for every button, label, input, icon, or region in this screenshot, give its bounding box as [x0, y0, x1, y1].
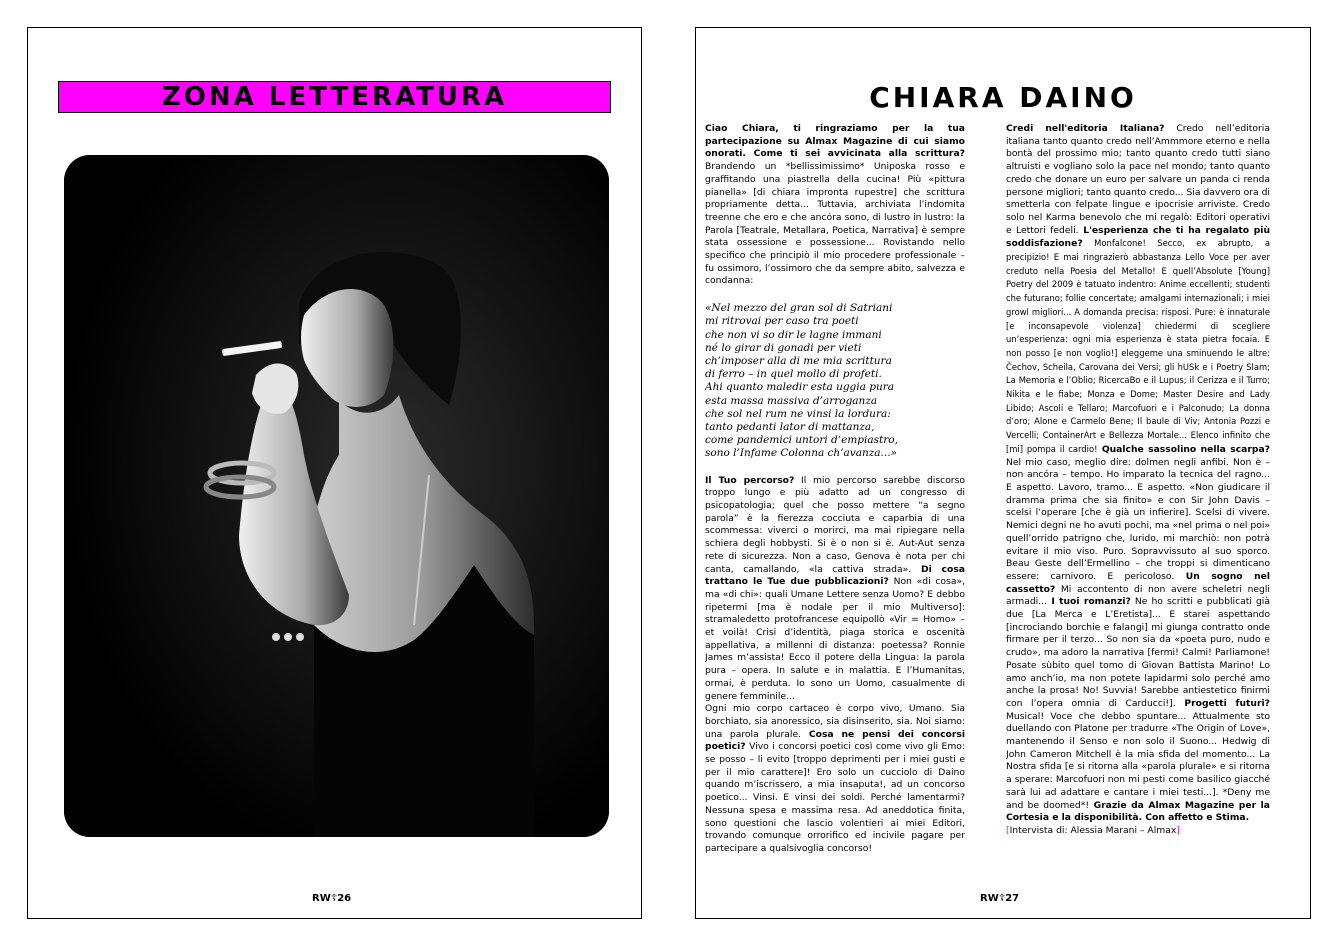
credit-text: Intervista di: Alessia Marani – Almax — [1009, 824, 1177, 836]
poem-line: né lo girar di gonadi per vieti — [705, 341, 862, 354]
portrait-photo — [64, 155, 609, 837]
answer: Brandendo un *bellissimissimo* Uniposka rosso e graffitando una piastrella della cucina! Più «pittura pianella» [di chiara impronta rupestre] che scrittura propriamente detta... Tuttavia, archiviata l’indomita treenne che ero e che ancóra sono, di lustro in lustro: la Parola [Teatrale, Metallara, Poetica, Narrativa] è sempre stata ossessione e possessione... Rovistando nello specifico che principiò il mio procedere professionale – fu ossimoro, l’ossimoro che da sempre abito, salvezza e condanna: — [705, 161, 965, 287]
question: Credi nell'editoria Italiana? — [1006, 123, 1165, 134]
question: Un sogno nel cassetto? — [1006, 570, 1270, 595]
interview-credit — [1006, 825, 1270, 838]
credit-bracket-open: [ — [1006, 824, 1010, 836]
question: Qualche sassolino nella scarpa? — [1097, 443, 1270, 455]
paragraph — [705, 475, 965, 704]
answer: Ne ho scritti e pubblicati già due [La Merca e L’Eretista]... E starei aspettando [incrociando borchie e falangi] mi giunga contratto onde firmare per il terzo... So non sia da «poeta puro, nudo e crudo», ma adoro la narrativa [fermi! Calmi! Parliamone! Posate sùbito quel tomo di Giovan Battista Marino! Lo amo anch’io, ma non potete lapidarmi solo perché amo anche la prosa! No! Suvvia! Sarebbe antiestetico finirmi con l’opera omnia di Carducci!]. — [1006, 596, 1270, 709]
poem-line: tanto pedanti lator di mattanza, — [705, 420, 875, 433]
answer: Musical! Voce che debbo spuntare... Attualmente sto duellando con Platone per tradurre «The Origin of Love», mantenendo il Senso e non solo il Suono... Hedwig di John Cameron Mitchell è la mia sfida del momento... La Nostra sfida [e si ritorna alla «parola plurale» e si ritorna a sperare: Marcofuori non mi pesti come basilico giacché sarà lui ad adattare e cantare i miei testi...]. *Deny me and be doomed*! — [1006, 710, 1270, 811]
question: Progetti futuri? — [1175, 697, 1270, 709]
answer: Credo nell’editoria italiana tanto quanto credo nell’Ammmore eterno e nella bontà del prossimo mio; tanto quanto credo tutti siano altruisti e vogliano solo la pace nel mondo; tanto quanto credo che donare un euro per salvare un panda ci renda persone migliori; tanto quanto credo... Sia davvero ora di smetterla con felpate lingue e ipocrisie arriviste. Credo solo nel Karma benevolo che mi regalò: Editori operativi e Lettori fedeli. — [1006, 123, 1270, 236]
question: Il Tuo percorso? — [705, 474, 795, 486]
poem-line: di ferro – in quel mollo di profeti. — [705, 368, 882, 381]
closing-thanks: Grazie da Almax Magazine per la Cortesia e la disponibilità. Con affetto e Stima. — [1006, 799, 1270, 824]
answer: Vivo i concorsi poetici così come vivo gli Emo: se posso – li evito [troppo deprimenti per i miei gusti e per il mio carattere]! Ero solo un cucciolo di Daino quando m’iscrissero, a mia insaputa!, ad un concorso poetico... Vinsi. E vinsi dei soldi. Perché lamentarmi? Nessuna spesa e massima resa. Ad aneddotica finita, sono questioni che lascio volentieri ai miei Editori, trovando comunque orrorifico ed incivile pagare per partecipare a qualsivoglia concorso! — [705, 741, 965, 854]
answer: Il mio percorso sarebbe discorso troppo lungo e più adatto ad un congresso di psicopatologia; quel che posso mettere “a segno parola” è la fierezza cocciuta e caparbia di una scommessa: viverci o morirci, ma mai ripiegare nella schiera degli hobbysti. Si è o non si è. Aut-Aut senza rete di sicurezza. Non a caso, Genova è nota per chi canta, camallando, «la cattiva strada». — [705, 474, 965, 575]
article-title: CHIARA DAINO — [869, 81, 1137, 114]
poem-line: «Nel mezzo del gran sol di Satriani — [705, 302, 893, 315]
poem-line: esta massa massiva d’arroganza — [705, 394, 878, 407]
poem — [705, 302, 965, 460]
answer: Monfalcone! Secco, ex abrupto, a precipizio! E mai ringrazierò abbastanza Lello Voce per aver creduto nella Poesia del Metallo! E quell’Absolute [Young] Poetry del 2009 è tatuato indentro: Anime eccellenti; studenti che futurano; follie concertate; amalgami internazionali; i miei growl migliori... A domanda precisa: risposi. Pure: è innaturale [e inconsapevole violenza] chiedermi di scegliere un’esperienza: ogni mia esperienza è stata pietra focaia. E non posso [e non voglio!] eleggeme una sminuendo le altre: Čechov, Scheila, Carovana dei Versi; gli hUSk e i Poetry Slam; La Memoria e l’Oblio; RicercaBo e il Lupus; il Cerizza e il Turro; Nikita e le fiabe; Monza e Dome; Master Desire and Lady Libido; Ascoli e Tellaro; Marcofuori e i Palconudo; La donna d’oro; Alone e Carmelo Bene; Il baule di Viv; Antonia Pozzi e Vercelli; ContainerArt e Bellezza Mortale... Elenco infinito che [mi] pompa il cardio! — [1006, 238, 1270, 454]
poem-line: ch’imposer alla di me mia scrittura — [705, 354, 892, 367]
paragraph — [705, 123, 965, 288]
question: L'esperienza che ti ha regalato più soddisfazione? — [1006, 224, 1270, 250]
answer: Nel mio caso, meglio dire: dolmen negli anfibi. Non è – non ancóra – tempo. Ho imparato la tecnica del ragno... E aspetto. Lavoro, tramo... E aspetto. «Non giudicare il dramma prima che sia finito» e con Sir John Davis – scelsi l’operare [che è già un infierire]. Scelsi di vivere. Nemici degni ne ho avuti pochi, ma «nel prima o nel poi» quell’orrido patrigno che, lurido, mi marchiò: non potrà evitare il mio viso. Puro. Sopravvissuto al suo sporco. Beau Geste dell’Ermellino – che troppi si dimenticano essere: carnivoro. E pericoloso. — [1006, 456, 1270, 582]
credit-bracket-close: ] — [1176, 824, 1180, 836]
poem-line: come pandemici untori d’empiastro, — [705, 434, 898, 447]
section-banner — [58, 81, 611, 113]
article-column-2 — [1006, 123, 1270, 881]
portrait-illustration — [64, 155, 609, 837]
poem-line: mi ritrovai per caso tra poeti — [705, 315, 859, 328]
paragraph — [1006, 123, 1270, 825]
right-page — [695, 27, 1311, 919]
question: Di cosa trattano le Tue due pubblicazioni? — [705, 563, 965, 588]
question: Cosa ne pensi dei concorsi poetici? — [705, 728, 965, 753]
answer: Mi accontento di non avere scheletri negli armadi... — [1006, 583, 1270, 608]
question: I tuoi romanzi? — [1046, 596, 1131, 608]
poem-line: sono l’Infame Colonna ch’avanza...» — [705, 447, 897, 460]
poem-line: che sol nel rum ne vinsi la lordura: — [705, 407, 891, 420]
article-column-1 — [705, 123, 965, 881]
paragraph — [705, 703, 965, 855]
question: Ciao Chiara, ti ringraziamo per la tua partecipazione su Almax Magazine di cui siamo onorati. Come ti sei avvicinata alla scrittura? — [705, 123, 965, 160]
poem-line: Ahi quanto maledir esta uggia pura — [705, 381, 894, 394]
left-page — [27, 27, 642, 919]
section-title: ZONA LETTERATURA — [161, 82, 508, 112]
poem-line: che non vi so dir le lagne immani — [705, 328, 882, 341]
answer: Non «di cosa», ma «di chi»: quali Umane Lettere senza Uomo? E debbo ripetermi [ma è nodale per il mio Multiverso]: stramaledetto protofrancese equipollò «Vir = Homo» – et voilà! Crisi d’identità, piaga storica e oscenità appellativa, a millenni di distanza: poetessa? Ronnie James m’assista! Ecco il potere della Lingua: la parola pura – opera. In salute e in malattia. E l’Humanitas, ormai, è perduta. Io sono un Uomo, casualmente di genere femminile... — [705, 576, 965, 702]
page-number-left: RW☦26 — [312, 893, 352, 904]
answer: Ogni mio corpo cartaceo è corpo vivo, Umano. Sia borchiato, sia anoressico, sia disinserito, sia. Noi siamo: una parola plurale. — [705, 703, 965, 740]
page-number-right: RW☦27 — [980, 893, 1020, 904]
